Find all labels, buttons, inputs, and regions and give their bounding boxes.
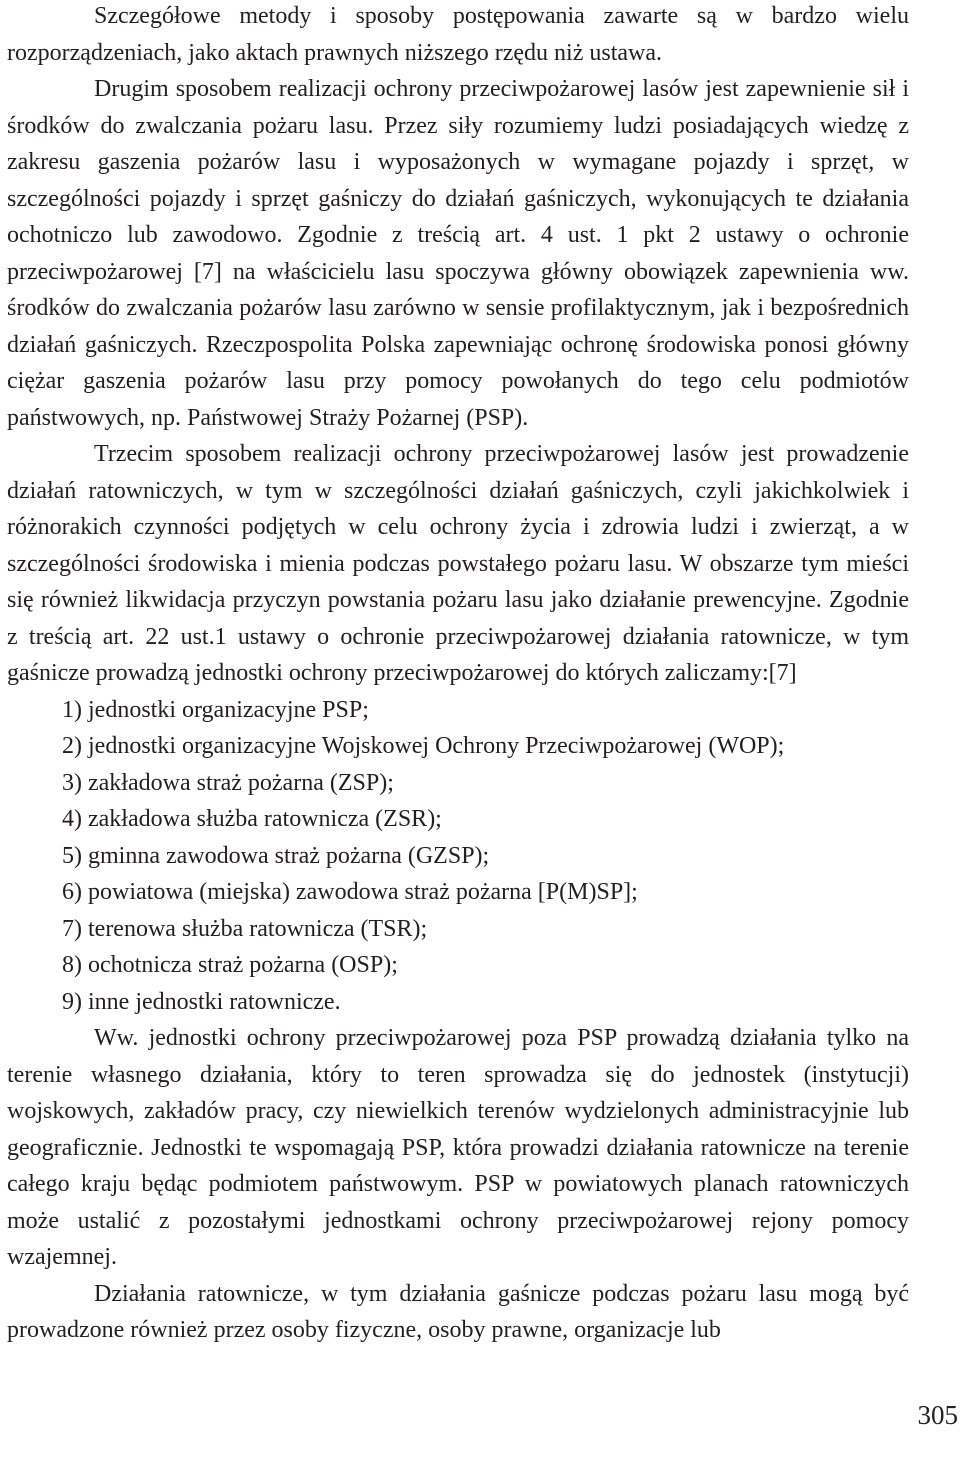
list-item: 8) ochotnicza straż pożarna (OSP); [62,952,398,978]
paragraph: Trzecim sposobem realizacji ochrony przeciwpożarowej lasów jest prowadzenie działań ratowniczych, w tym w szczególności działań gaśniczych, czyli jakichkolwiek i różnorakich czynności podjętych w celu ochrony życia i zdrowia ludzi i zwierząt, a w szczególności środowiska i mienia podczas powstałego pożaru lasu. W obszarze tym mieści się również likwidacja przyczyn powstania pożaru lasu jako działanie prewencyjne. Zgodnie z treścią art. 22 ust.1 ustawy o ochronie przeciwpożarowej działania ratownicze, w tym gaśnicze prowadzą jednostki ochrony przeciwpożarowej do których zaliczamy:[7] [7,441,909,686]
paragraph: Szczegółowe metody i sposoby postępowania zawarte są w bardzo wielu rozporządzeniach, jako aktach prawnych niższego rzędu niż ustawa. [7,3,909,66]
paragraph: Działania ratownicze, w tym działania gaśnicze podczas pożaru lasu mogą być prowadzone również przez osoby fizyczne, osoby prawne, organizacje lub [7,1280,909,1343]
list-item: 2) jednostki organizacyjne Wojskowej Ochrony Przeciwpożarowej (WOP); [62,733,785,759]
list-item: 9) inne jednostki ratownicze. [62,988,341,1015]
fire-protection-units-list [7,692,909,1021]
paragraph: Ww. jednostki ochrony przeciwpożarowej poza PSP prowadzą działania tylko na terenie własnego działania, który to teren sprowadza się do jednostek (instytucji) wojskowych, zakładów pracy, czy niewielkich terenów wydzielonych administracyjnie lub geograficznie. Jednostki te wspomagają PSP, która prowadzi działania ratownicze na terenie całego kraju będąc podmiotem państwowym. PSP w powiatowych planach ratowniczych może ustalić z pozostałymi jednostkami ochrony przeciwpożarowej rejony pomocy wzajemnej. [7,1025,909,1270]
list-item: 6) powiatowa (miejska) zawodowa straż pożarna [P(M)SP]; [62,879,638,905]
paragraph: Drugim sposobem realizacji ochrony przeciwpożarowej lasów jest zapewnienie sił i środków do zwalczania pożaru lasu. Przez siły rozumiemy ludzi posiadających wiedzę z zakresu gaszenia pożarów lasu i wyposażonych w wymagane pojazdy i sprzęt, w szczególności pojazdy i sprzęt gaśniczy do działań gaśniczych, wykonujących te działania ochotniczo lub zawodowo. Zgodnie z treścią art. 4 ust. 1 pkt 2 ustawy o ochronie przeciwpożarowej [7] na właścicielu lasu spoczywa główny obowiązek zapewnienia ww. środków do zwalczania pożarów lasu zarówno w sensie profilaktycznym, jak i bezpośrednich działań gaśniczych. Rzeczpospolita Polska zapewniając ochronę środowiska ponosi główny ciężar gaszenia pożarów lasu przy pomocy powołanych do tego celu podmiotów państwowych, np. Państwowej Straży Pożarnej (PSP). [7,76,909,431]
document-page [7,0,909,1349]
list-item: 5) gminna zawodowa straż pożarna (GZSP); [62,842,490,869]
list-item: 3) zakładowa straż pożarna (ZSP); [62,769,394,796]
list-item: 4) zakładowa służba ratownicza (ZSR); [62,806,442,832]
list-item: 7) terenowa służba ratownicza (TSR); [62,915,428,942]
page-number: 305 [917,1400,958,1430]
list-item: 1) jednostki organizacyjne PSP; [62,696,369,723]
